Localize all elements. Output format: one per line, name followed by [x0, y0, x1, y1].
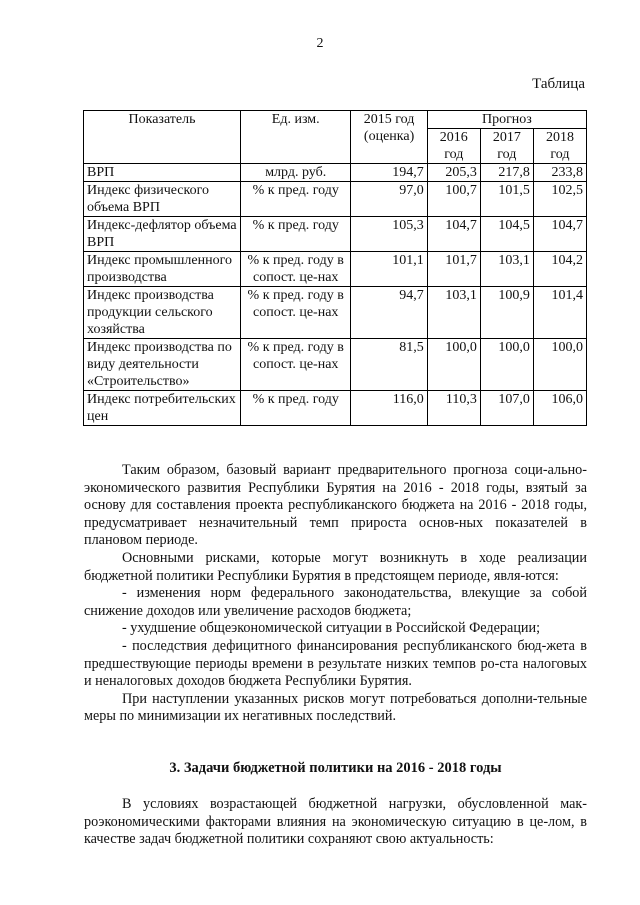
base-year-value-cell: 105,3: [351, 217, 427, 252]
base-year-value-cell: 101,1: [351, 252, 427, 287]
indicator-name-cell: Индекс физического объема ВРП: [84, 182, 241, 217]
indicator-name-cell: Индекс промышленного производства: [84, 252, 241, 287]
table-label: Таблица: [532, 76, 585, 92]
list-item: - последствия дефицитного финансирования республиканского бюд-жета в предшествующие периоды времени в результате низких темпов ро-ста налоговых и неналоговых доходов бюджета Республики Бурятия.: [84, 637, 587, 690]
forecast-value-cell: 217,8: [480, 164, 533, 182]
unit-cell: % к пред. году: [241, 182, 351, 217]
list-item: - изменения норм федерального законодательства, влекущие за собой снижение доходов или увеличение расходов бюджета;: [84, 585, 587, 619]
forecast-value-cell: 100,0: [480, 339, 533, 391]
base-year-value-cell: 97,0: [351, 182, 427, 217]
base-year-value-cell: 81,5: [351, 339, 427, 391]
forecast-value-cell: 101,4: [533, 287, 586, 339]
forecast-value-cell: 103,1: [480, 252, 533, 287]
forecast-value-cell: 104,2: [533, 252, 586, 287]
section-heading: 3. Задачи бюджетной политики на 2016 - 2018 годы: [169, 760, 502, 776]
header-forecast: Прогноз: [427, 111, 586, 129]
paragraph: Таким образом, базовый вариант предварительного прогноза соци-ально-экономического развития Республики Бурятия на 2016 - 2018 годы, взятый за основу для составления проекта республиканского бюджета на 2016 - 2018 годы, предусматривает незначительный темп прироста основ-ных показателей в плановом периоде.: [84, 462, 587, 549]
forecast-value-cell: 103,1: [427, 287, 480, 339]
table-row: [84, 164, 587, 182]
forecast-value-cell: 104,7: [427, 217, 480, 252]
unit-cell: % к пред. году: [241, 391, 351, 426]
forecast-value-cell: 107,0: [480, 391, 533, 426]
forecast-value-cell: 100,9: [480, 287, 533, 339]
indicator-name-cell: Индекс-дефлятор объема ВРП: [84, 217, 241, 252]
forecast-value-cell: 100,7: [427, 182, 480, 217]
body-text-tasks: [84, 796, 587, 849]
table-row: [84, 391, 587, 426]
indicator-name-cell: Индекс производства продукции сельского хозяйства: [84, 287, 241, 339]
paragraph: В условиях возрастающей бюджетной нагрузки, обусловленной мак-роэкономическими факторами влияния на экономическую ситуацию в це-лом, в качестве задач бюджетной политики сохраняют свою актуальность:: [84, 796, 587, 848]
header-base-year: 2015 год (оценка): [351, 111, 427, 164]
header-year: 2017 год: [480, 129, 533, 164]
table-row: [84, 287, 587, 339]
paragraph: При наступлении указанных рисков могут потребоваться дополни-тельные меры по минимизации их негативных последствий.: [84, 690, 587, 725]
base-year-value-cell: 94,7: [351, 287, 427, 339]
forecast-value-cell: 100,0: [427, 339, 480, 391]
table-row: [84, 252, 587, 287]
forecast-value-cell: 104,7: [533, 217, 586, 252]
unit-cell: % к пред. году в сопост. це-нах: [241, 252, 351, 287]
unit-cell: % к пред. году в сопост. це-нах: [241, 287, 351, 339]
paragraph: Основными рисками, которые могут возникнуть в ходе реализации бюджетной политики Республики Бурятия в предстоящем периоде, явля-ются:: [84, 549, 587, 584]
forecast-value-cell: 233,8: [533, 164, 586, 182]
forecast-table: [83, 110, 587, 426]
forecast-value-cell: 102,5: [533, 182, 586, 217]
indicator-name-cell: ВРП: [84, 164, 241, 182]
unit-cell: % к пред. году: [241, 217, 351, 252]
forecast-value-cell: 101,5: [480, 182, 533, 217]
header-year: 2016 год: [427, 129, 480, 164]
header-unit: Ед. изм.: [241, 111, 351, 164]
indicator-name-cell: Индекс производства по виду деятельности «Строительство»: [84, 339, 241, 391]
indicator-name-cell: Индекс потребительских цен: [84, 391, 241, 426]
unit-cell: % к пред. году в сопост. це-нах: [241, 339, 351, 391]
base-year-value-cell: 116,0: [351, 391, 427, 426]
page-number: 2: [316, 36, 324, 51]
body-text-risks: [84, 462, 587, 726]
forecast-value-cell: 106,0: [533, 391, 586, 426]
table-row: [84, 217, 587, 252]
unit-cell: млрд. руб.: [241, 164, 351, 182]
table-row: [84, 182, 587, 217]
forecast-value-cell: 110,3: [427, 391, 480, 426]
header-year: 2018 год: [533, 129, 586, 164]
forecast-value-cell: 205,3: [427, 164, 480, 182]
base-year-value-cell: 194,7: [351, 164, 427, 182]
forecast-value-cell: 104,5: [480, 217, 533, 252]
forecast-value-cell: 100,0: [533, 339, 586, 391]
forecast-value-cell: 101,7: [427, 252, 480, 287]
table-row: [84, 339, 587, 391]
header-indicator: Показатель: [84, 111, 241, 164]
list-item: - ухудшение общеэкономической ситуации в Российской Федерации;: [122, 620, 541, 637]
